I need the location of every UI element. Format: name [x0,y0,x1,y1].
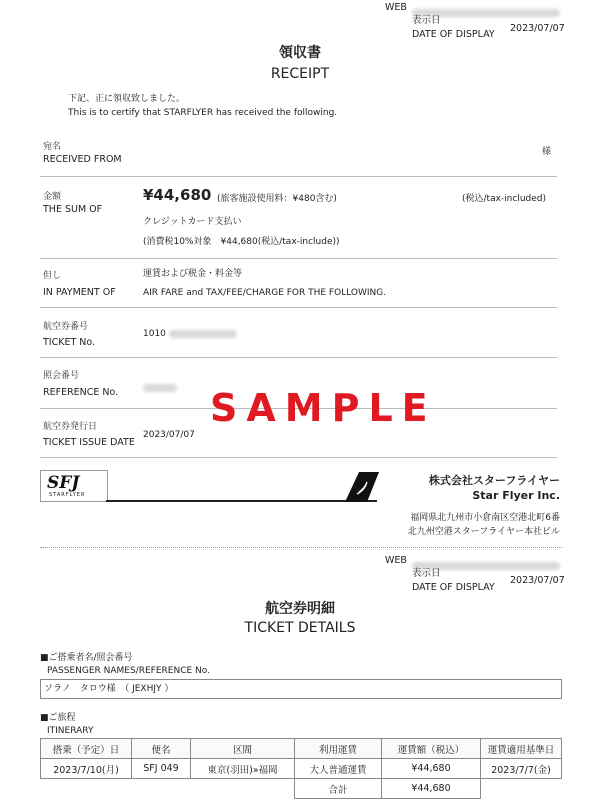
reference-label-jp: 照会番号 [43,371,80,381]
amount-value: ¥44,680 [143,186,212,204]
tax-included-note: (税込/tax-included) [462,194,546,204]
tax-note: (消費税10%対象 ¥44,680(税込/tax-include)) [143,237,340,247]
company-address-2: 北九州空港スターフライヤー本社ビル [407,527,560,537]
display-date-label-en: DATE OF DISPLAY [412,29,495,40]
web-label: WEB [385,555,407,566]
section-separator [40,547,562,548]
itinerary-table [40,738,562,799]
company-address-1: 福岡県北九州市小倉南区空港北町6番 [410,513,560,523]
purpose-value-en: AIR FARE and TAX/FEE/CHARGE FOR THE FOLLOWING. [143,288,387,298]
starflyer-logo-banner [40,470,377,502]
table-cell: 2023/7/10(月) [41,759,132,779]
itinerary-heading-jp: ■ご旅程 [40,713,76,723]
ticket-no-value: 1010 [143,328,237,340]
passenger-heading-jp: ■ご搭乗者名/照会番号 [40,653,133,663]
divider [40,258,557,259]
purpose-label-jp: 但し [43,271,62,281]
column-header: 運賃適用基準日 [481,739,562,759]
display-date-label-en: DATE OF DISPLAY [412,582,495,593]
web-label: WEB [385,2,407,13]
ticket-no-label-en: TICKET No. [43,337,96,348]
divider [40,357,557,358]
details-title-jp: 航空券明細 [265,601,335,617]
reference-label-en: REFERENCE No. [43,387,119,398]
column-header: 便名 [132,739,191,759]
display-date-label-jp: 表示日 [412,568,441,579]
total-label: 合計 [295,779,382,799]
issue-date-value: 2023/07/07 [143,430,195,440]
certify-text-jp: 下記、正に領収致しました。 [68,94,186,104]
amount-label-en: THE SUM OF [43,204,103,215]
table-cell: 東京(羽田)»福岡 [191,759,295,779]
table-total-row [41,779,562,799]
table-cell: SFJ 049 [132,759,191,779]
table-cell: 2023/7/7(金) [481,759,562,779]
honorific: 様 [542,147,552,157]
column-header: 搭乗（予定）日 [41,739,132,759]
sfj-logo-sub: STARFLYER [49,492,86,498]
passenger-box [40,679,562,699]
passenger-name: ソラノ タロウ様 （ JEXHJY ） [44,684,174,694]
table-row [41,759,562,779]
purpose-value-jp: 運賃および税金・料金等 [143,269,243,279]
divider [40,457,557,458]
sample-watermark: SAMPLE [210,386,437,430]
company-name-jp: 株式会社スターフライヤー [428,474,560,487]
column-header: 区間 [191,739,295,759]
company-name-en: Star Flyer Inc. [472,489,560,502]
ticket-no-label-jp: 航空券番号 [43,322,89,332]
column-header: 利用運賃 [295,739,382,759]
display-date-value: 2023/07/07 [510,23,565,34]
amount-label-jp: 金額 [43,192,62,202]
receipt-title-jp: 領収書 [279,45,321,61]
details-title-en: TICKET DETAILS [244,620,356,636]
issue-date-label-jp: 航空券発行日 [43,422,98,432]
receipt-title-en: RECEIPT [270,66,330,82]
column-header: 運賃額（税込） [382,739,481,759]
issue-date-label-en: TICKET ISSUE DATE [43,437,135,448]
purpose-label-en: IN PAYMENT OF [43,287,116,298]
total-value: ¥44,680 [382,779,481,799]
table-cell: ¥44,680 [382,759,481,779]
aircraft-tail-icon [345,472,379,502]
display-date-label-jp: 表示日 [412,15,441,26]
sfj-logo-text: SFJ [47,473,80,493]
sfj-logo [40,470,108,502]
redacted-reference [143,377,177,396]
table-cell: 大人普通運賃 [295,759,382,779]
display-date-value: 2023/07/07 [510,575,565,586]
addressee-label-en: RECEIVED FROM [43,154,122,165]
table-header-row [41,739,562,759]
passenger-heading-en: PASSENGER NAMES/REFERENCE No. [47,666,210,676]
itinerary-heading-en: ITINERARY [47,726,94,736]
facility-fee-note: (旅客施設使用料：¥480含む) [217,194,337,204]
certify-text-en: This is to certify that STARFLYER has received the following. [68,108,338,118]
addressee-label-jp: 宛名 [43,142,62,152]
divider [40,307,557,308]
divider [40,176,557,177]
payment-method: クレジットカード支払い [143,217,242,227]
